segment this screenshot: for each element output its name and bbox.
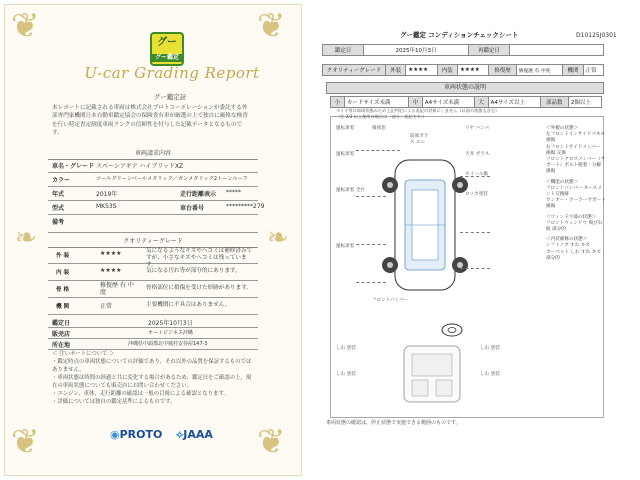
leader-line bbox=[460, 268, 490, 269]
leader-line bbox=[356, 282, 386, 283]
vehicle-row-remarks: 備考 bbox=[48, 214, 258, 233]
damage-tag: 前席ガラス エレ bbox=[410, 134, 429, 145]
quality-row-interior: 内 装 ★★★★ 気になる汚れ等が部分的にあります。 bbox=[48, 263, 258, 281]
damage-tag: しわ 塗装 bbox=[336, 346, 356, 351]
date-table: 鑑定日 2025年10月3日 再鑑定日 bbox=[322, 44, 604, 56]
quality-row-exterior: 外 装 ★★★★ 気になるようなキズやヘコミは補修済みですが、小さなキズやヘコミは残っています。 bbox=[48, 246, 258, 264]
proto-logo: ◉PROTO bbox=[110, 428, 163, 441]
ornament-left: ❧ bbox=[15, 223, 37, 253]
jaaa-logo: ⟡JAAA bbox=[176, 428, 213, 441]
scale-table: 小 カードサイズ未満 中 A4サイズ未満 大 A4サイズ以上 部品数 2個以上 bbox=[330, 96, 602, 108]
diagram-note-2: （注 2/3 以上使用の場合は「部分」表記です。） bbox=[336, 114, 427, 119]
footer-row-address: 所在地 沖縄県中頭郡北中城村安谷屋147-3 bbox=[48, 338, 258, 350]
quality-row-engine: 機 関 正常 主要機関に不具合はありません。 bbox=[48, 297, 258, 315]
damage-tag: ホイール傷 bbox=[465, 172, 488, 177]
quality-section-title: クオリティーグレード bbox=[48, 236, 258, 248]
footer-row-date: 鑑定日 2025年10月3日 bbox=[48, 316, 258, 328]
leader-line bbox=[356, 196, 386, 197]
ornament-bottom-left: ❦ bbox=[11, 422, 40, 462]
damage-tag: 天井 ガラス bbox=[465, 152, 490, 157]
damage-tag: 運転席窓 bbox=[336, 126, 355, 131]
certificate-name: グー鑑定証 bbox=[153, 93, 187, 101]
damage-tag: 運転席窓 bbox=[336, 152, 355, 157]
damage-tag: リヤ バンパ bbox=[465, 126, 490, 131]
vehicle-row-color: カラー ツールグリーンパールメタリック／ガンメタリック2トーンルーフ bbox=[48, 172, 258, 187]
damage-tag: しわ 塗装 bbox=[480, 372, 500, 377]
report-notes: ＜ 注いポートについて ＞ ・鑑定時点の車両状態についての評価であり、それ以外の品質を保証するものではありません。 ・車両状態は時間の経過と共に変化する場合があるため、鑑定日をご確認の上、現在の車両状態についても販売店にお問い合わせください。 ・エンジン、車体、走行距離の確認は一般の目視による確認となります。 ・評価については独自の鑑定基準によるものです。 bbox=[52, 351, 252, 405]
condition-notes: ＜外板の状態＞ 左フロントインサイドパネル 損傷 右フロントサイドメンバー 損傷 交換 フロントクロスメンバー（サポート）ボルト脱着・分解 損傷 ＜機能の状態＞ フロントバンパー キースメント交換跡 ランオー・クーラーサポート 損傷 ＜ウィンドウ部の状態＞ フロントウィンドウ 飛び石痕 部分的 ＜内装補修の状態＞ シフトノブ すれ キズ カーペット しわ すれ キズ 部分的 bbox=[546, 126, 606, 261]
damage-tag: 後席窓 bbox=[372, 126, 386, 131]
report-heading: U-car Grading Report bbox=[84, 64, 260, 82]
damage-tag: しわ 塗装 bbox=[336, 372, 356, 377]
ornament-right: ❧ bbox=[267, 223, 289, 253]
leader-line bbox=[356, 150, 400, 151]
goo-kantei-logo: グー グー鑑定 bbox=[150, 32, 184, 66]
diagram-note: タイヤ等は車両状態のため上記判定による表記の対象にしません（以前の状態も含む） bbox=[336, 108, 500, 113]
ornament-top-left: ❦ bbox=[11, 6, 40, 46]
damage-tag: しわ 塗装 bbox=[480, 346, 500, 351]
document-number: D10125J0301 bbox=[576, 32, 617, 39]
quality-row-frame: 骨 格 修復歴 有 中度 骨格部位に損傷を受けた形跡があります。 bbox=[48, 280, 258, 298]
ornament-top-right: ❦ bbox=[257, 6, 286, 46]
damage-tag: ロッカ塗装 bbox=[465, 192, 488, 197]
sheet-title: グー鑑定 コンディションチェックシート bbox=[400, 31, 519, 39]
intro-text: 本レポートに記載される車両は株式会社プロトコーポレーションが委託する外部専門家機関日本自動車鑑定協会の保険査有車が厳選の上で独自に厳格な検査を行い特定査定制度車両ランクの信頼性を付与した記載データとなるものです。 bbox=[52, 105, 248, 137]
quality-table: クオリティーグレード 外装 ★★★★ 内装 ★★★★ 修復歴 修復歴 有 中度 機関 正常 bbox=[322, 64, 604, 76]
damage-tag: フロントバンパー bbox=[372, 298, 409, 303]
vehicle-section-title: 車両請求内容 bbox=[48, 148, 258, 160]
car-front-view-diagram bbox=[392, 316, 472, 406]
vehicle-row-name: 車名・グレード スペーシアギア ハイブリッドXZ bbox=[48, 158, 258, 173]
damage-tag: 運転席窓 全台 bbox=[336, 188, 366, 193]
state-title: 車両状態の説明 bbox=[326, 82, 604, 94]
footer-row-dealer: 販売店 オートビジネス沖縄 bbox=[48, 327, 258, 339]
vehicle-row-year: 年式 2019年 走行距離表示 ***** bbox=[48, 186, 258, 201]
vehicle-row-model: 型式 MK53S 車台番号 *********279 bbox=[48, 200, 258, 215]
leader-line bbox=[356, 244, 386, 245]
damage-tag: 運転席窓 bbox=[336, 244, 355, 249]
leader-line bbox=[460, 232, 490, 233]
ornament-bottom-right: ❦ bbox=[257, 422, 286, 462]
sheet-footer-note: 車両状態の確認は、停止状態で実施できる範囲のものです。 bbox=[326, 420, 461, 426]
